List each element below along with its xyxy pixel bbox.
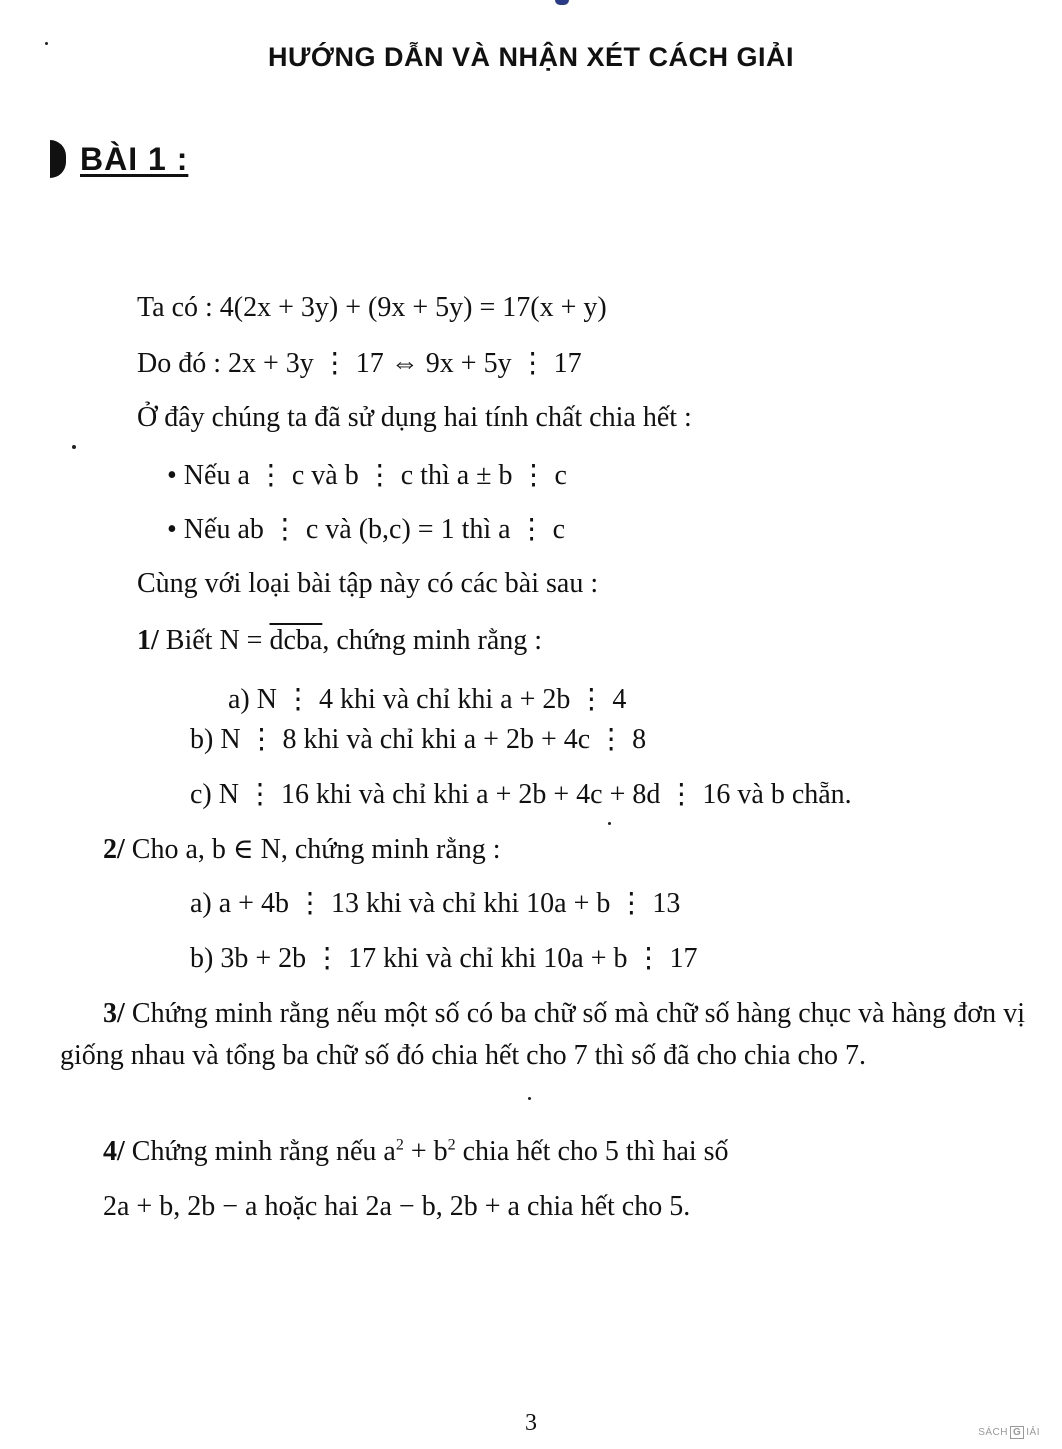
problem-4-post: chia hết cho 5 thì hai số xyxy=(455,1136,729,1167)
problem-2-label: 2/ xyxy=(103,834,125,865)
problem-1-pre: Biết N = xyxy=(158,625,270,656)
problem-1-a: a) N ⋮ 4 khi và chỉ khi a + 2b ⋮ 4 xyxy=(228,684,627,715)
problem-2-b: b) 3b + 2b ⋮ 17 khi và chỉ khi 10a + b ⋮ 17 xyxy=(190,943,698,974)
scan-speck xyxy=(608,822,611,825)
problem-1-number: dcba xyxy=(269,625,323,656)
page-number: 3 xyxy=(525,1410,537,1436)
problem-1 xyxy=(137,625,542,657)
problem-3-text: Chứng minh rằng nếu một số có ba chữ số mà chữ số hàng chục và hàng đơn vị giống nhau và tổng ba chữ số đó chia hết cho 7 thì số đã cho chia cho 7. xyxy=(60,998,1025,1071)
property-intro: Ở đây chúng ta đã sử dụng hai tính chất chia hết : xyxy=(137,402,692,433)
watermark-text-b: G xyxy=(1010,1426,1024,1439)
problem-4-line-2: 2a + b, 2b − a hoặc hai 2a − b, 2b + a chia hết cho 5. xyxy=(103,1191,691,1222)
problem-2-a: a) a + 4b ⋮ 13 khi và chỉ khi 10a + b ⋮ 13 xyxy=(190,888,681,919)
equation-line-2: Do đó : 2x + 3y ⋮ 17 ⇔ 9x + 5y ⋮ 17 xyxy=(137,348,582,379)
equation-line-1: Ta có : 4(2x + 3y) + (9x + 5y) = 17(x + y) xyxy=(137,292,607,323)
scan-speck xyxy=(72,445,76,449)
problem-1-b: b) N ⋮ 8 khi và chỉ khi a + 2b + 4c ⋮ 8 xyxy=(190,724,647,755)
scan-speck xyxy=(45,42,48,45)
watermark-logo xyxy=(978,1426,1040,1439)
problem-4 xyxy=(103,1136,729,1168)
problem-1-c: c) N ⋮ 16 khi và chỉ khi a + 2b + 4c + 8d ⋮ 16 và b chẵn. xyxy=(190,779,852,810)
problem-2 xyxy=(103,832,501,866)
problem-1-post: , chứng minh rằng : xyxy=(322,625,543,656)
problem-4-exp-1: 2 xyxy=(395,1136,404,1154)
problem-4-pre: Chứng minh rằng nếu a xyxy=(124,1136,396,1167)
problem-2-text: Cho a, b ∈ N, chứng minh rằng : xyxy=(124,834,501,865)
problem-3 xyxy=(60,993,1025,1077)
problem-4-exp-2: 2 xyxy=(447,1136,456,1154)
watermark-text-c: IẢI xyxy=(1026,1427,1040,1438)
scan-speck xyxy=(528,1097,531,1100)
section-title: BÀI 1 : xyxy=(80,140,189,177)
problem-4-label: 4/ xyxy=(103,1136,125,1167)
watermark-text-a: SÁCH xyxy=(978,1427,1008,1438)
problem-4-mid: + b xyxy=(403,1136,448,1167)
page-header: HƯỚNG DẪN VÀ NHẬN XÉT CÁCH GIẢI xyxy=(268,42,794,72)
problem-3-label: 3/ xyxy=(103,998,125,1029)
property-bullet-2: • Nếu ab ⋮ c và (b,c) = 1 thì a ⋮ c xyxy=(167,514,566,545)
related-exercises-intro: Cùng với loại bài tập này có các bài sau : xyxy=(137,568,599,599)
section-heading xyxy=(50,140,188,178)
section-marker-icon xyxy=(50,140,66,178)
problem-1-label: 1/ xyxy=(137,625,159,656)
property-bullet-1: • Nếu a ⋮ c và b ⋮ c thì a ± b ⋮ c xyxy=(167,460,567,491)
top-edge-mark xyxy=(555,0,569,5)
